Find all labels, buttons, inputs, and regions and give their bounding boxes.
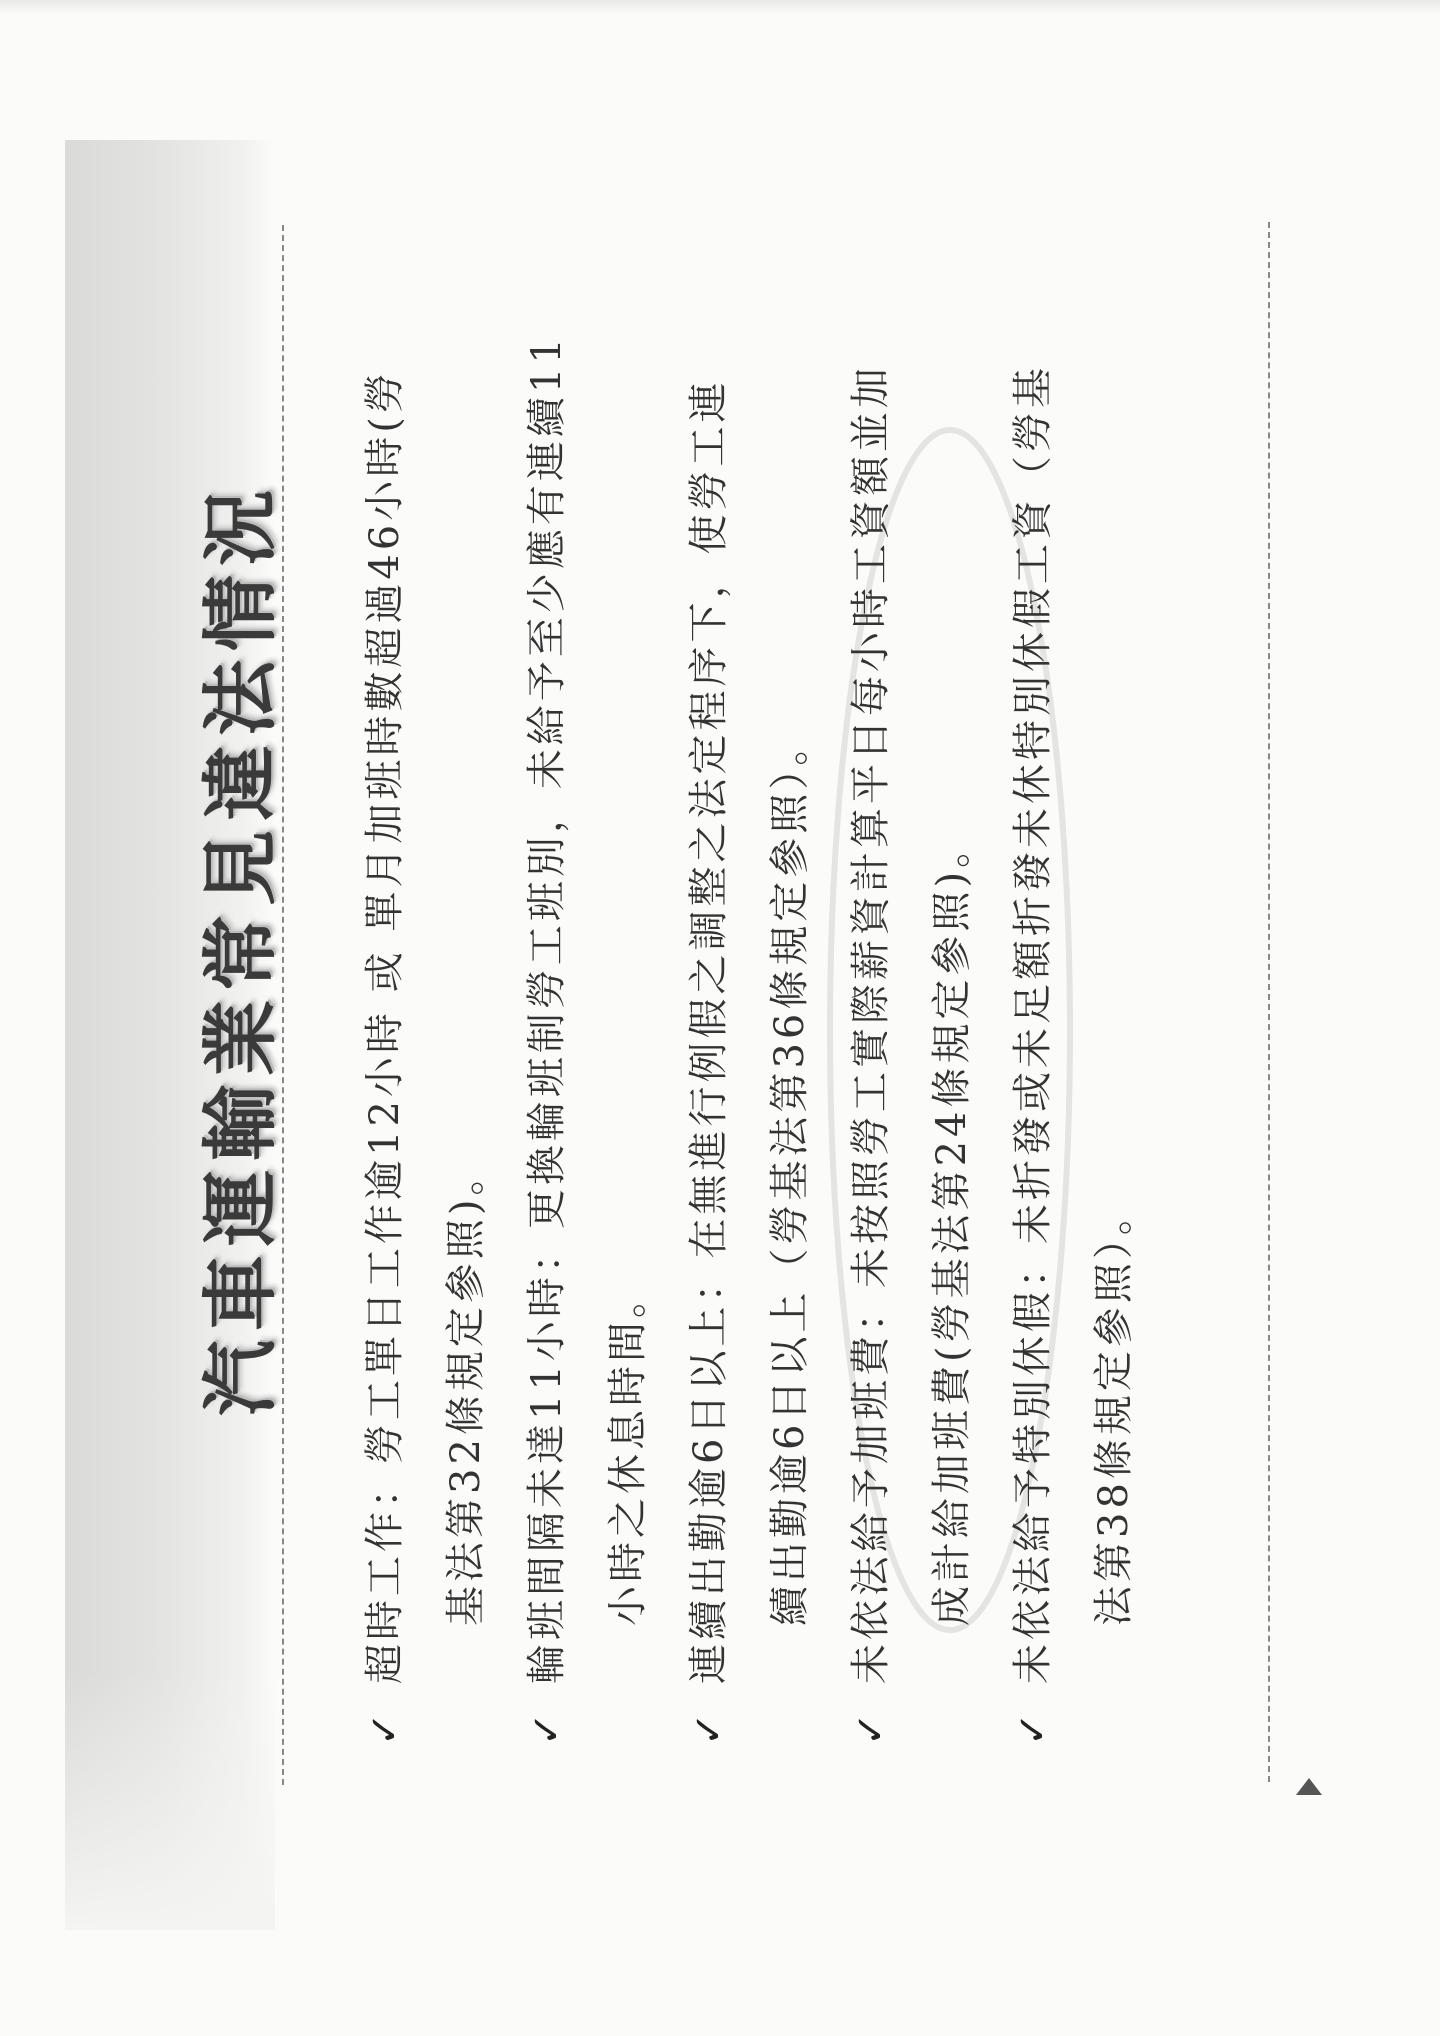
- check-mark-icon: ✓: [1010, 1708, 1056, 1746]
- check-mark-icon: ✓: [362, 1708, 408, 1746]
- item-line: 小時之休息時間。: [605, 1274, 651, 1626]
- item-line: 續出勤逾6日以上（勞基法第36條規定參照）。: [767, 721, 813, 1626]
- list-item: [831, 226, 993, 1746]
- check-mark-icon: ✓: [848, 1708, 894, 1746]
- list-item: [669, 226, 831, 1746]
- list-item: [345, 226, 507, 1746]
- violation-list: [345, 226, 1155, 1746]
- check-mark-icon: ✓: [524, 1708, 570, 1746]
- list-item: [993, 226, 1155, 1746]
- item-line: 超時工作：勞工單日工作逾12小時 或 單月加班時數超過46小時(勞: [362, 369, 408, 1684]
- item-line: 未依法給予加班費：未按照勞工實際薪資計算平日每小時工資額並加: [848, 364, 894, 1684]
- item-line: 基法第32條規定參照)。: [443, 1151, 489, 1626]
- item-line: 成計給加班費(勞基法第24條規定參照)。: [929, 823, 975, 1626]
- item-line: 輪班間隔未達11小時：更換輪班制勞工班別，未給予至少應有連續11: [524, 334, 570, 1684]
- item-line: 法第38條規定參照）。: [1091, 1191, 1137, 1626]
- check-mark-icon: ✓: [686, 1708, 732, 1746]
- item-line: 未依法給予特別休假：未折發或未足額折發未休特別休假工資（勞基: [1010, 364, 1056, 1684]
- page-title: 汽車運輸業常見違法情況: [196, 481, 285, 1416]
- triangle-up-icon: [1296, 1778, 1322, 1795]
- item-line: 連續出勤逾6日以上：在無進行例假之調整之法定程序下，使勞工連: [686, 378, 732, 1684]
- list-item: [507, 226, 669, 1746]
